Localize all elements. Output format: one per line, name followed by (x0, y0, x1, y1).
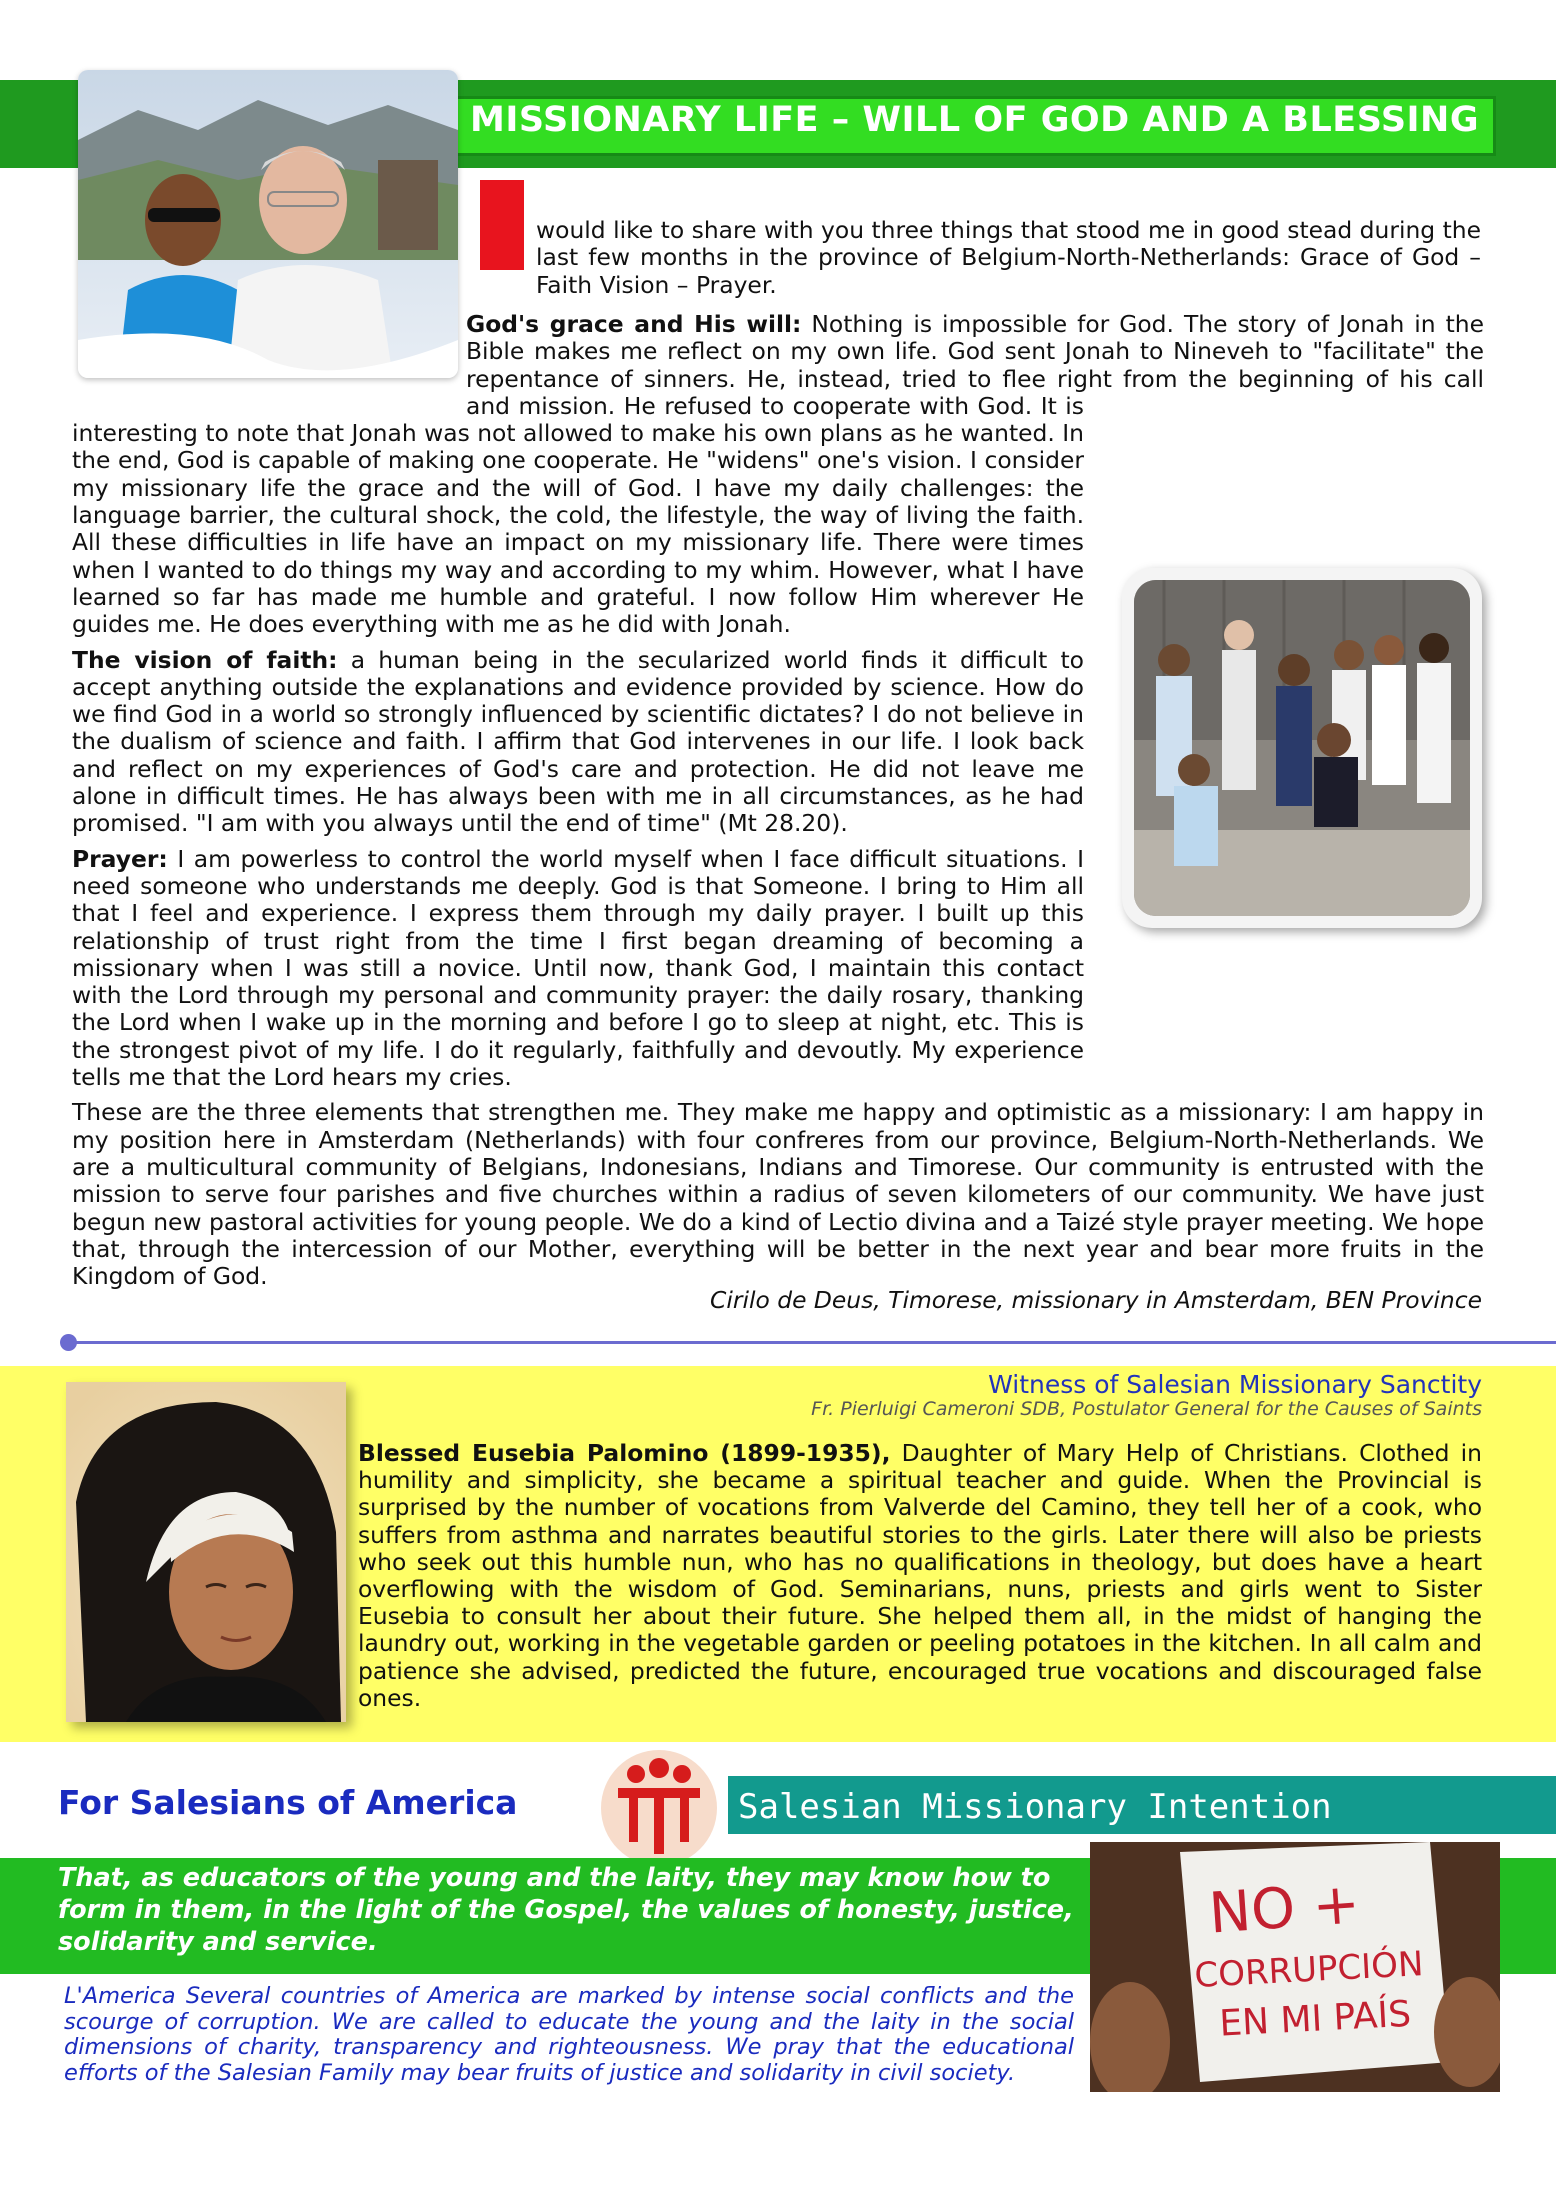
witness-heading: Blessed Eusebia Palomino (1899-1935), (358, 1439, 891, 1467)
article-title: MISSIONARY LIFE – WILL OF GOD AND A BLESSING (470, 100, 1480, 140)
intro-paragraph: would like to share with you three things that stood me in good stead during the last few months in the province of Belgium-North-Netherlands: Grace of God – Faith Vision – Prayer. (536, 216, 1481, 299)
section-prayer-text: I am powerless to control the world myself when I face difficult situations. I need someone who understands me deeply. God is that Someone. I bring to Him all that I feel and experience. I express them through my daily prayer. I built up this relationship of trust right from the time I first began dreaming of becoming a missionary when I was still a novice. Until now, thank God, I maintain this contact with the Lord through my personal and community prayer: the daily rosary, thanking the Lord when I wake up in the morning and before I go to sleep at night, etc. This is the strongest pivot of my life. I do it regularly, faithfully and devoutly. My experience tells me that the Lord hears my cries. (72, 844, 1084, 1092)
section-vision-heading: The vision of faith: (72, 645, 338, 674)
portrait-nun (66, 1382, 346, 1722)
sign-line2: CORRUPCIÓN (1193, 1944, 1425, 1996)
intention-label: Salesian Missionary Intention (738, 1787, 1332, 1827)
section-grace-heading: God's grace and His will: (466, 310, 802, 338)
closing-paragraph: These are the three elements that strengthen me. They make me happy and optimistic as a missionary: I am happy in my position here in Amsterdam (Netherlands) with four confreres from our province, Belgium-North-Netherlands. We are a multicultural community of Belgians, Indonesians, Indians and Timorese. Our community is entrusted with the mission to serve four parishes and five churches within a radius of seven kilometers of our community. We have just begun new pastoral activities for young people. We do a kind of Lectio divina and a Taizé style prayer meeting. We hope that, through the intercession of our Mother, everything will be better in the next year and bear more fruits in the Kingdom of God. (72, 1098, 1484, 1291)
article-signature: Cirilo de Deus, Timorese, missionary in Amsterdam, BEN Province (710, 1286, 1482, 1314)
witness-body (358, 1440, 1482, 1712)
section-prayer-heading: Prayer: (72, 844, 168, 873)
intention-explanation: L'America Several countries of America are marked by intense social conflicts and the scourge of corruption. We are called to educate the young and the laity in the social dimensions of charity, transparency and righteousness. We pray that the educational efforts of the Salesian Family may bear fruits of justice and solidarity in civil society. (64, 1983, 1074, 2086)
drop-cap (480, 180, 524, 270)
section-grace-text: Nothing is impossible for God. The story of Jonah in the Bible makes me reflect on my own life. God sent Jonah to Nineveh to "facilitate" the repentance of sinners. He, instead, tried to flee right from the beginning of his call and mission. He refused to cooperate with God. It is interesting to note that Jonah was not allowed to make his own plans as he wanted. In the end, God is capable of making one cooperate. He "widens" one's vision. I consider my missionary life the grace and the will of God. I have my daily challenges: the language barrier, the cultural shock, the cold, the lifestyle, the way of living the faith. All these difficulties in life have an impact on my missionary life. There were times when I wanted to do things my way and according to my whim. However, what I have learned so far has made me humble and grateful. I now follow Him wherever He guides me. He does everything with me as he did with Jonah. (72, 310, 1484, 639)
salesian-logo-icon (594, 1740, 724, 1870)
sign-line3: EN MI PAÍS (1218, 1993, 1413, 2045)
photo-protest-sign (1090, 1842, 1500, 2092)
section-vision-text: a human being in the secularized world finds it difficult to accept anything outside the explanations and evidence provided by science. How do we find God in a world so strongly influenced by scientific dictates? I do not believe in the dualism of science and faith. I affirm that God intervenes in our life. I look back and reflect on my experiences of God's care and protection. He did not leave me alone in difficult times. He has always been with me in all circumstances, as he had promised. "I am with you always until the end of time" (Mt 28.20). (72, 645, 1084, 838)
witness-text: Daughter of Mary Help of Christians. Clothed in humility and simplicity, she became a spiritual teacher and guide. When the Provincial is surprised by the number of vocations from Valverde del Camino, they tell her of a cook, who suffers from asthma and narrates beautiful stories to the girls. Later there will also be priests who seek out this humble nun, who has no qualifications in theology, but does have a heart overflowing with the wisdom of God. Seminarians, nuns, priests and girls went to Sister Eusebia to consult her about their future. She helped them all, in the midst of hanging the laundry out, working in the vegetable garden or peeling potatoes in the kitchen. In all calm and patience she advised, predicted the future, encouraged true vocations and discouraged false ones. (358, 1439, 1482, 1712)
section-divider (68, 1341, 1556, 1344)
sign-line1: NO + (1206, 1871, 1362, 1947)
witness-title: Witness of Salesian Missionary Sanctity (988, 1370, 1482, 1399)
intention-text: That, as educators of the young and the laity, they may know how to form in them, in the light of the Gospel, the values of honesty, justice, solidarity and service. (58, 1863, 1074, 1957)
photo-group (1122, 568, 1482, 928)
witness-author: Fr. Pierluigi Cameroni SDB, Postulator General for the Causes of Saints (811, 1398, 1482, 1420)
divider-dot (60, 1334, 77, 1351)
region-title: For Salesians of America (58, 1783, 518, 1822)
float-spacer-photo1 (72, 311, 466, 411)
